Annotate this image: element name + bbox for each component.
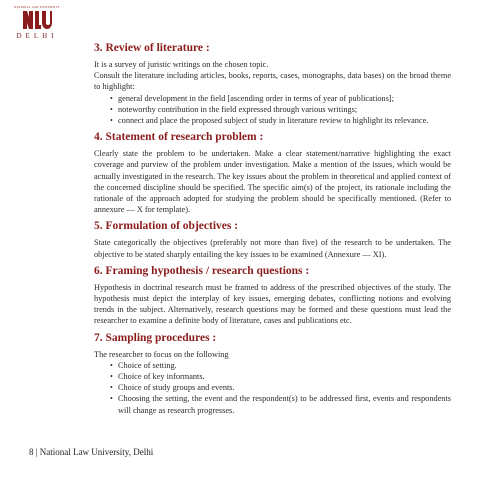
university-logo: [11, 5, 63, 40]
section-sampling-procedures: [94, 332, 451, 416]
section-heading: 6. Framing hypothesis / research questions :: [94, 264, 310, 277]
bullet-list: [94, 93, 451, 127]
list-item: • noteworthy contribution in the field expressed through various writings;: [118, 104, 451, 115]
section-heading: 7. Sampling procedures :: [94, 331, 217, 344]
section-formulation-of-objectives: [94, 220, 451, 259]
section-paragraph: Clearly state the problem to be undertaken. Make a clear statement/narrative highlighting the exact coverage and purview of the problem under investigation. Make a mention of the issues, which would be actually investigated in the research. The key issues about the problem in theoretical and applied context of the concerned discipline should be specified. The specific aim(s) of the project, its rationale including the rationale of the approach adopted for studying the problem should be specifically mentioned. (Refer to annexure — X for template).: [94, 149, 451, 215]
list-item: • general development in the field [ascending order in terms of year of publications];: [118, 93, 451, 104]
section-paragraph: The researcher to focus on the following: [94, 349, 229, 359]
section-paragraph: It is a survey of juristic writings on the chosen topic.: [94, 60, 269, 69]
section-heading: 3. Review of literature :: [94, 42, 210, 54]
list-item: • Choice of study groups and events.: [118, 382, 451, 393]
list-item: • Choosing the setting, the event and the respondent(s) to be addressed first, events and respondents will change as research progresses.: [118, 393, 451, 415]
list-item: • Choice of key informants.: [118, 371, 451, 382]
logo-tagline: NATIONAL LAW UNIVERSITY: [14, 5, 60, 9]
page-content: [94, 42, 451, 421]
section-paragraph: Consult the literature including articles, books, reports, cases, monographs, data bases) on the broad theme to highlight:: [94, 71, 451, 92]
logo-city: DELHI: [16, 32, 58, 40]
section-review-of-literature: [94, 42, 451, 126]
list-item: • Choice of setting.: [118, 360, 451, 371]
section-paragraph: State categorically the objectives (preferably not more than five) of the research to be undertaken. The objective to be stated sharply entailing the key issues to be examined (Annexure — XI).: [94, 238, 451, 259]
section-framing-hypothesis: [94, 265, 451, 327]
list-item: • connect and place the proposed subject of study in literature review to highlight its relevance.: [118, 115, 451, 126]
nlu-monogram-icon: [22, 9, 52, 31]
section-heading: 5. Formulation of objectives :: [94, 220, 239, 233]
page-footer: 8 | National Law University, Delhi: [29, 447, 154, 457]
section-heading: 4. Statement of research problem :: [94, 131, 264, 144]
section-statement-of-problem: [94, 131, 451, 215]
bullet-list: [94, 360, 451, 416]
section-paragraph: Hypothesis in doctrinal research must be framed to address of the prescribed objectives of the study. The hypothesis must depict the interplay of key issues, emerging debates, conflicting notions and evolving trends in the subject. Alternatively, research questions may be formed and these questions must lead the researcher to examine a definite body of literature, cases and publications etc.: [94, 282, 451, 326]
